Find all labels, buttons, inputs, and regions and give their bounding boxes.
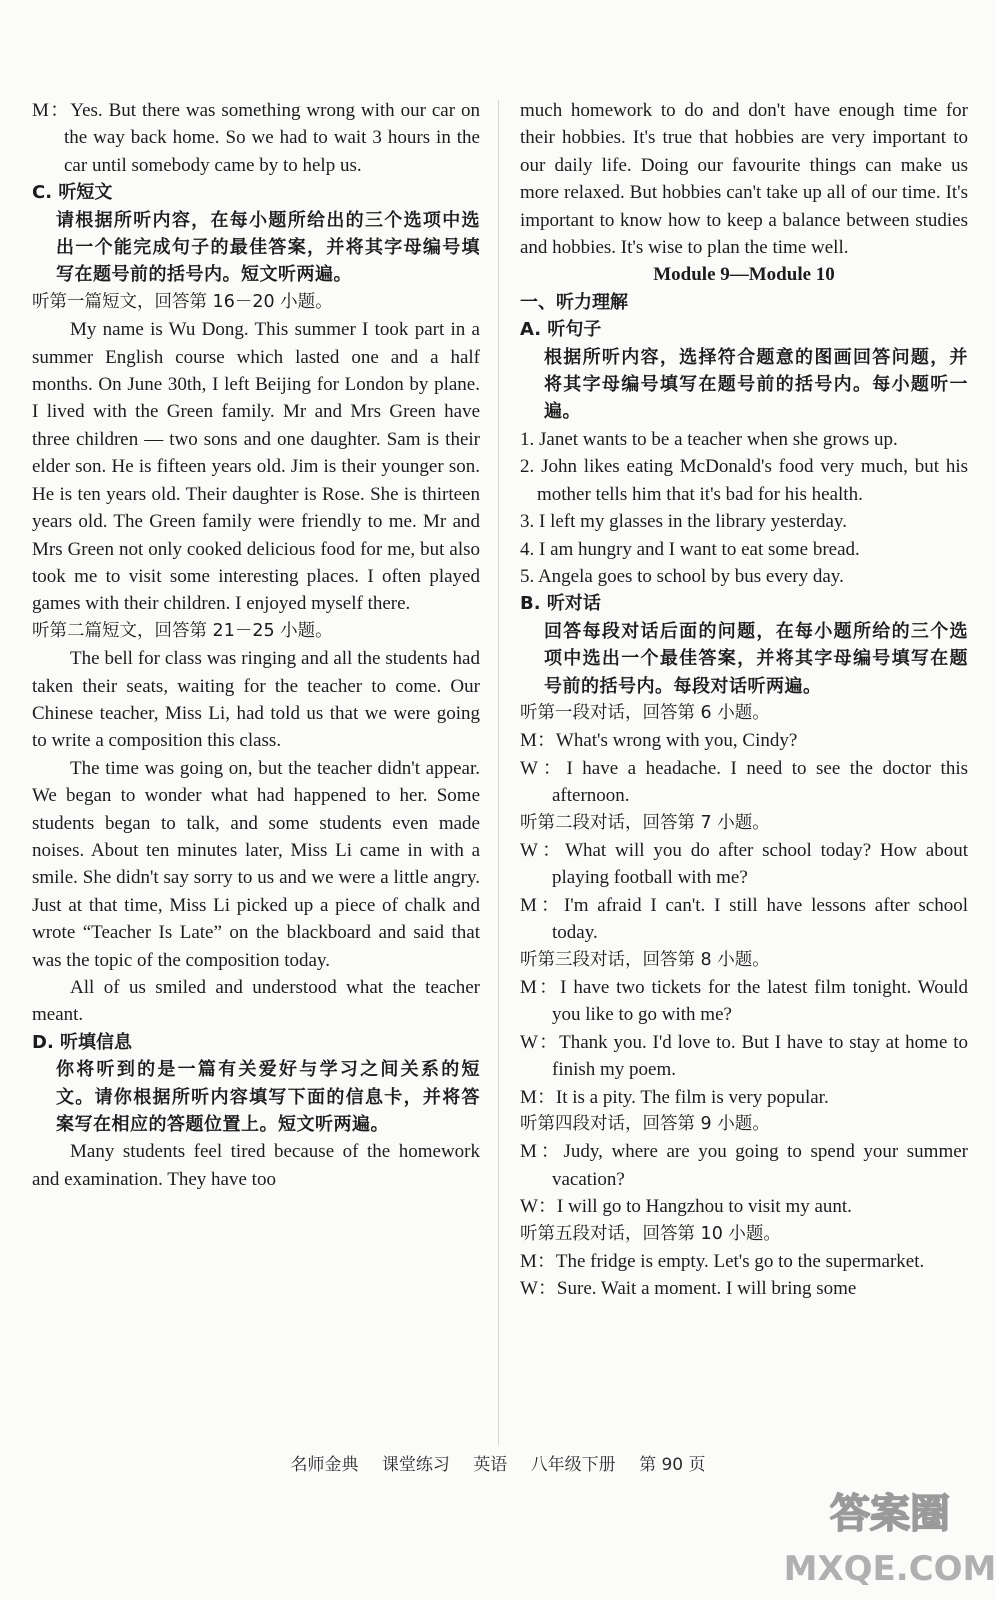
right-section-heading: A. 听句子 [520, 319, 602, 341]
footer-grade: 八年级下册 [530, 1455, 616, 1475]
right-listening-prompt: 听第二段对话，回答第 7 小题。 [520, 812, 770, 833]
watermark-logo [783, 1472, 996, 1592]
right-dialogue-line: W：Thank you. I'd love to. But I have to stay at home to finish my poem. [520, 1031, 968, 1081]
watermark-url: MXQE.COM [783, 1549, 996, 1589]
watermark-chars: 答案圈 [830, 1491, 950, 1537]
right-listening-prompt: 听第一段对话，回答第 6 小题。 [520, 702, 770, 723]
right-listening-prompt: 听第三段对话，回答第 8 小题。 [520, 949, 770, 970]
column-divider [498, 100, 499, 1445]
footer-subject: 英语 [473, 1455, 508, 1475]
right-dialogue-line: M：Judy, where are you going to spend your summer vacation? [520, 1141, 968, 1190]
right-passage-paragraph: much homework to do and don't have enough time for their hobbies. It's true that hobbies are very important to our daily life. Doing our favourite things can make us more relaxed. But hobbies can't take up all of our time. It's important to know how to keep a balance between studies and hobbies. It's wise to plan the time well. [520, 100, 968, 259]
left-listening-prompt: 听第一篇短文，回答第 16－20 小题。 [32, 291, 333, 312]
left-passage-paragraph: Many students feel tired because of the homework and examination. They have too [32, 1141, 480, 1190]
right-instruction-text: 根据所听内容，选择符合题意的图画回答问题，并将其字母编号填写在题号前的括号内。每小题听一遍。 [544, 346, 968, 423]
left-passage-paragraph: The time was going on, but the teacher didn't appear. We began to wonder what had happened to her. Some students began to talk, and some students even made noises. About ten minutes later, Miss Li came in with a smile. She didn't say sorry to us and we were a little angry. Just at that time, Miss Li picked up a piece of chalk and wrote “Teacher Is Late” on the blackboard and said that was the topic of the composition today. [32, 757, 480, 971]
left-section-heading: C. 听短文 [32, 182, 113, 204]
right-dialogue-line: M：I have two tickets for the latest film tonight. Would you like to go with me? [520, 977, 968, 1026]
right-dialogue-line: W：What will you do after school today? How about playing football with me? [520, 839, 968, 889]
left-passage-paragraph: All of us smiled and understood what the teacher meant. [32, 977, 480, 1026]
right-instruction-text: 回答每段对话后面的问题，在每小题所给的三个选项中选出一个最佳答案，并将其字母编号填写在题号前的括号内。每段对话听两遍。 [544, 620, 968, 697]
left-listening-prompt: 听第二篇短文，回答第 21－25 小题。 [32, 620, 333, 641]
right-numbered-sentence: 1. Janet wants to be a teacher when she grows up. [520, 428, 898, 450]
right-numbered-sentence: 2. John likes eating McDonald's food very much, but his mother tells him that it's bad for his health. [520, 456, 968, 505]
right-listening-prompt: 听第四段对话，回答第 9 小题。 [520, 1114, 770, 1135]
right-listening-prompt: 听第五段对话，回答第 10 小题。 [520, 1223, 781, 1244]
right-numbered-sentence: 4. I am hungry and I want to eat some bread. [520, 538, 860, 560]
right-dialogue-line: M：What's wrong with you, Cindy? [520, 730, 798, 752]
right-module-heading: Module 9—Module 10 [653, 264, 835, 286]
right-column [520, 97, 968, 1303]
left-instruction-text: 请根据所听内容，在每小题所给出的三个选项中选出一个能完成句子的最佳答案，并将其字母编号填写在题号前的括号内。短文听两遍。 [56, 209, 480, 286]
footer-page-number: 第 90 页 [639, 1455, 706, 1475]
right-dialogue-line: W：I will go to Hangzhou to visit my aunt. [520, 1196, 852, 1218]
right-dialogue-line: M：I'm afraid I can't. I still have lessons after school today. [520, 894, 968, 944]
left-passage-paragraph: My name is Wu Dong. This summer I took part in a summer English course which lasted one and a half months. On June 30th, I left Beijing for London by plane. I lived with the Green family. Mr and Mrs Green have three children — two sons and one daughter. Sam is their elder son. He is fifteen years old. Jim is their younger son. He is ten years old. Their daughter is Rose. She is thirteen years old. The Green family were friendly to me. Mr and Mrs Green not only cooked delicious food for me, but also took me to visit some interesting places. I often played games with their children. I enjoyed myself there. [32, 319, 480, 615]
right-section-heading: B. 听对话 [520, 593, 601, 615]
left-instruction-text: 你将听到的是一篇有关爱好与学习之间关系的短文。请你根据所听内容填写下面的信息卡，并将答案写在相应的答题位置上。短文听两遍。 [56, 1059, 480, 1136]
left-dialogue-line: M：Yes. But there was something wrong with our car on the way back home. So we had to wait 3 hours in the car until somebody came by to help us. [32, 100, 480, 176]
right-numbered-sentence: 5. Angela goes to school by bus every day. [520, 565, 844, 587]
right-dialogue-line: M：It is a pity. The film is very popular. [520, 1086, 829, 1108]
left-passage-paragraph: The bell for class was ringing and all the students had taken their seats, waiting for the teacher to come. Our Chinese teacher, Miss Li, had told us that we were going to write a composition this class. [32, 648, 480, 752]
right-dialogue-line: W：I have a headache. I need to see the doctor this afternoon. [520, 757, 968, 807]
footer-brand: 名师金典 [290, 1455, 359, 1475]
left-section-heading: D. 听填信息 [32, 1031, 133, 1053]
right-numbered-sentence: 3. I left my glasses in the library yesterday. [520, 511, 847, 533]
footer-book: 课堂练习 [381, 1455, 450, 1475]
right-section-heading: 一、听力理解 [520, 291, 628, 313]
right-dialogue-line: W：Sure. Wait a moment. I will bring some [520, 1278, 857, 1300]
left-column [32, 97, 480, 1193]
right-dialogue-line: M：The fridge is empty. Let's go to the supermarket. [520, 1251, 925, 1273]
